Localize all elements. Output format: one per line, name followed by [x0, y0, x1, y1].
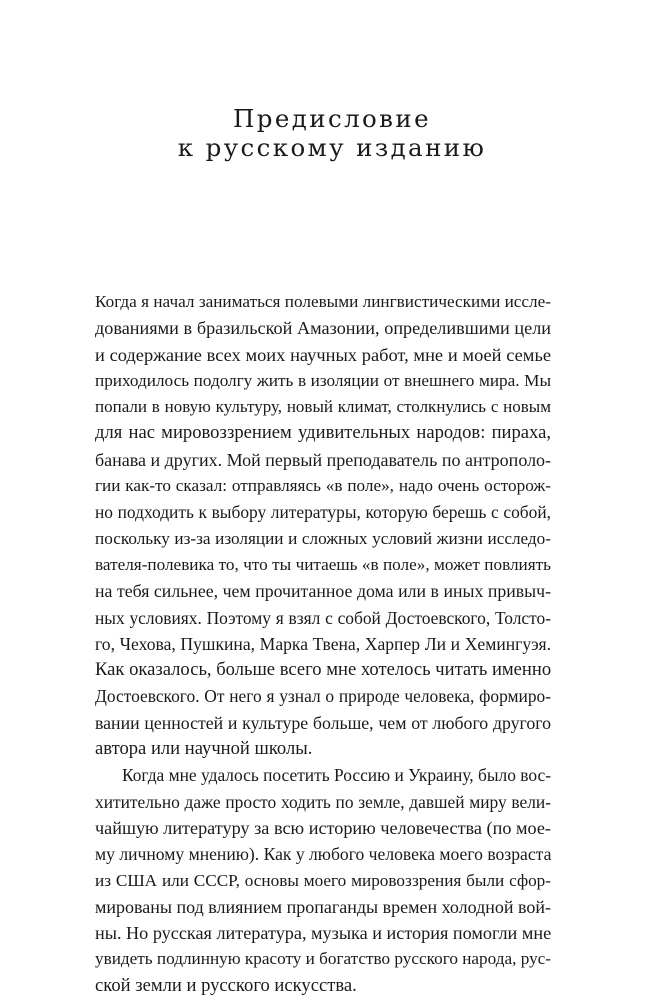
text-line: и содержание всех моих научных работ, мне и моей семье — [95, 344, 551, 365]
text-line: вателя-полевика то, что ты читаешь «в поле», может повлиять — [95, 554, 551, 574]
paragraph-1 — [95, 289, 551, 762]
text-line: ны. Но русская литература, музыка и история помогли мне — [95, 923, 552, 944]
text-line: на тебя сильнее, чем прочитанное дома или в иных привыч- — [95, 581, 551, 602]
text-line: ных условиях. Поэтому я взял с собой Достоевского, Толсто- — [95, 607, 551, 628]
text-line: Когда я начал заниматься полевыми лингвистическими иссле- — [95, 292, 551, 311]
text-line: приходилось подолгу жить в изоляции от внешнего мира. Мы — [95, 370, 551, 390]
body-text — [95, 289, 551, 999]
chapter-heading — [0, 104, 664, 162]
paragraph-2 — [95, 762, 551, 999]
text-line: го, Чехова, Пушкина, Марка Твена, Харпер Ли и Хемингуэя. — [95, 633, 551, 654]
text-line: хитительно даже просто ходить по земле, давшей миру вели- — [95, 791, 551, 812]
text-line: му личному мнению). Как у любого человека моего возраста — [95, 844, 552, 865]
text-line: чайшую литературу за всю историю человечества (по мое- — [95, 817, 551, 838]
text-line: мированы под влиянием пропаганды времен холодной вой- — [95, 896, 552, 917]
text-line: банава и других. Мой первый преподаватель по антрополо- — [95, 449, 552, 470]
text-line: Когда мне удалось посетить Россию и Украину, было вос- — [122, 765, 551, 786]
text-line: автора или научной школы. — [95, 738, 313, 760]
text-line: вании ценностей и культуре больше, чем от любого другого — [95, 712, 551, 733]
text-line: увидеть подлинную красоту и богатство русского народа, рус- — [95, 949, 552, 969]
text-line: гии как-то сказал: отправляясь «в поле», надо очень осторож- — [95, 476, 551, 496]
text-line: но подходить к выбору литературы, которую берешь с собой, — [95, 502, 551, 523]
text-line: ской земли и русского искусства. — [95, 974, 357, 996]
text-line: дованиями в бразильской Амазонии, определившими цели — [95, 318, 551, 339]
text-line: поскольку из-за изоляции и сложных условий жизни исследо- — [95, 528, 551, 548]
text-line: Достоевского. От него я узнал о природе человека, формиро- — [95, 686, 551, 707]
text-line: из США или СССР, основы моего мировоззрения были сфор- — [95, 870, 551, 890]
text-line: для нас мировоззрением удивительных народов: пираха, — [95, 422, 551, 444]
heading-line-1: Предисловие — [232, 104, 432, 133]
text-line: Как оказалось, больше всего мне хотелось читать именно — [95, 659, 552, 681]
text-line: попали в новую культуру, новый климат, столкнулись с новым — [95, 397, 551, 417]
heading-line-2: к русскому изданию — [177, 133, 487, 162]
